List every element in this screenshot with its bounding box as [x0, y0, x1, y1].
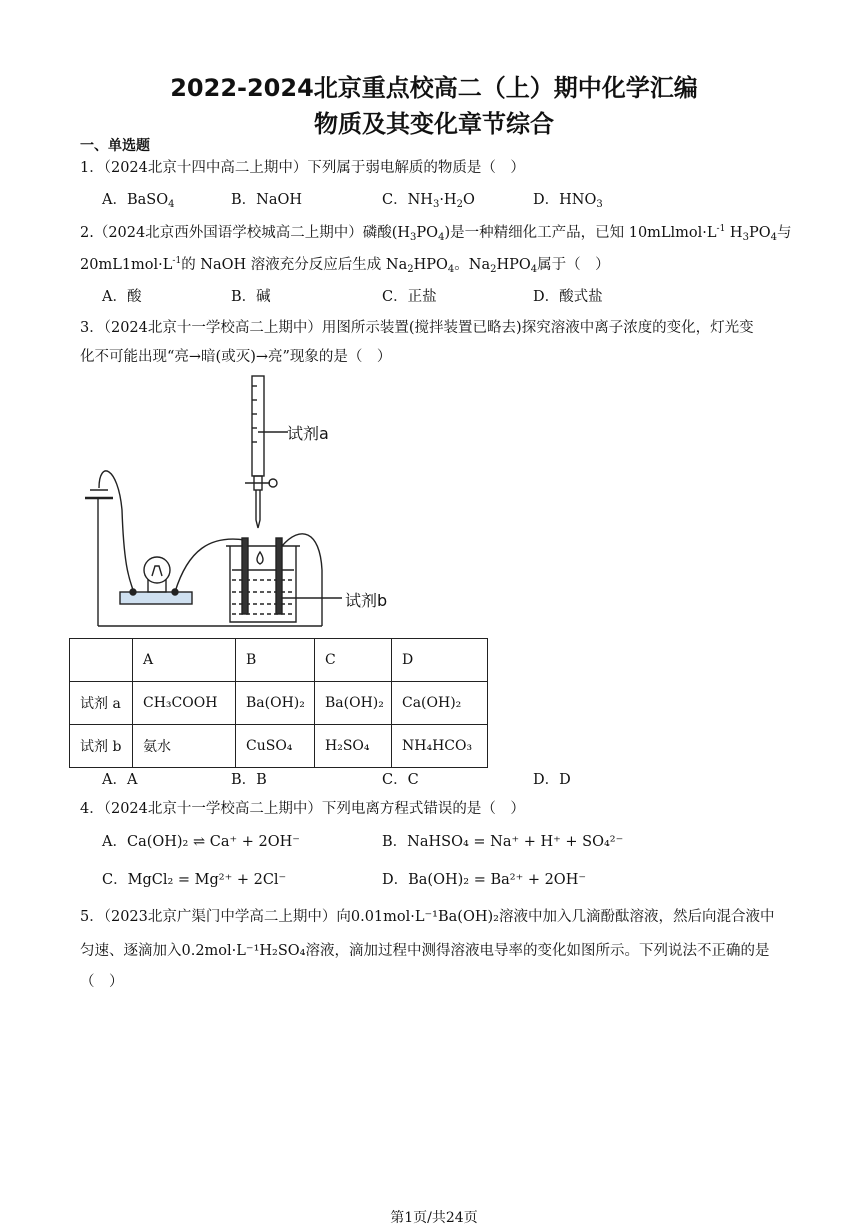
q4-option-b: B．NaHSO₄ = Na⁺ + H⁺ + SO₄²⁻ — [382, 834, 624, 850]
page-footer: 第1页/共24页 — [390, 1210, 478, 1226]
table-cell — [70, 639, 133, 682]
table-cell: Ca(OH)₂ — [392, 682, 488, 725]
table-cell: 试剂 b — [70, 725, 133, 768]
question-4-stem: 4．（2024北京十一学校高二上期中）下列电离方程式错误的是（ ） — [80, 801, 525, 817]
table-cell: 试剂 a — [70, 682, 133, 725]
section-heading: 一、单选题 — [80, 138, 150, 154]
table-cell: C — [315, 639, 392, 682]
table-cell: D — [392, 639, 488, 682]
q1-option-c: C．$NH_3\cdot H_2O$ — [382, 192, 475, 210]
document-title-line2: 物质及其变化章节综合 — [314, 110, 554, 138]
q3-option-d: D．D — [533, 772, 571, 788]
table-row — [70, 682, 488, 725]
table-cell: A — [133, 639, 236, 682]
table-cell: B — [236, 639, 315, 682]
q2-option-b: B．碱 — [231, 289, 271, 305]
q4-option-c: C．MgCl₂ = Mg²⁺ + 2Cl⁻ — [102, 872, 287, 888]
question-5-line3: （ ） — [80, 974, 124, 990]
table-cell: CuSO₄ — [236, 725, 315, 768]
q4-option-a: A．Ca(OH)₂ ⇌ Ca⁺ + 2OH⁻ — [102, 834, 300, 850]
question-1-stem: 1．（2024北京十四中高二上期中）下列属于弱电解质的物质是（ ） — [80, 160, 525, 176]
q2-option-c: C．正盐 — [382, 289, 437, 305]
q1-option-b: B．NaOH — [231, 192, 303, 208]
q1-option-d: D．$HNO_3$ — [533, 192, 603, 210]
reagent-table — [69, 638, 488, 768]
table-cell: H₂SO₄ — [315, 725, 392, 768]
table-row — [70, 639, 488, 682]
table-row — [70, 725, 488, 768]
document-title-line1: 2022-2024北京重点校高二（上）期中化学汇编 — [170, 74, 698, 102]
question-5-line2: 匀速、逐滴加入0.2mol·L⁻¹H₂SO₄溶液，滴加过程中测得溶液电导率的变化如图所示。下列说法不正确的是 — [80, 943, 770, 959]
q2-option-a: A．酸 — [102, 289, 142, 305]
q3-option-a: A．A — [102, 772, 138, 788]
q4-option-d: D．Ba(OH)₂ = Ba²⁺ + 2OH⁻ — [382, 872, 586, 888]
q2-option-d: D．酸式盐 — [533, 289, 603, 305]
table-cell: 氨水 — [133, 725, 236, 768]
table-cell: NH₄HCO₃ — [392, 725, 488, 768]
question-2-line1: 2.（2024北京西外国语学校城高二上期中）磷酸$(H_3PO_4)$是一种精细化工产品，已知 $10mLlmol\cdot L^{-1}$ $H_3PO_4$与 — [80, 224, 792, 243]
q3-option-c: C．C — [382, 772, 419, 788]
question-2-line2: $20mL1mol\cdot L^{-1}$的 NaOH 溶液充分反应后生成 $Na_2HPO_4$。$Na_2HPO_4$属于（ ） — [80, 256, 610, 275]
table-cell: CH₃COOH — [133, 682, 236, 725]
question-5-line1: 5．（2023北京广渠门中学高二上期中）向0.01mol·L⁻¹Ba(OH)₂溶液中加入几滴酚酞溶液，然后向混合液中 — [80, 909, 775, 925]
q1-option-a: A．BaSO$_4$ — [102, 192, 175, 210]
question-3-line2: 化不可能出现“亮→暗(或灭)→亮”现象的是（ ） — [80, 349, 392, 365]
table-cell: Ba(OH)₂ — [236, 682, 315, 725]
reagent-b-label: 试剂b — [345, 591, 388, 610]
reagent-a-label: 试剂a — [287, 424, 329, 443]
question-3-line1: 3．（2024北京十一学校高二上期中）用图所示装置(搅拌装置已略去)探究溶液中离子浓度的变化，灯光变 — [80, 320, 754, 336]
table-cell: Ba(OH)₂ — [315, 682, 392, 725]
q3-option-b: B．B — [231, 772, 267, 788]
